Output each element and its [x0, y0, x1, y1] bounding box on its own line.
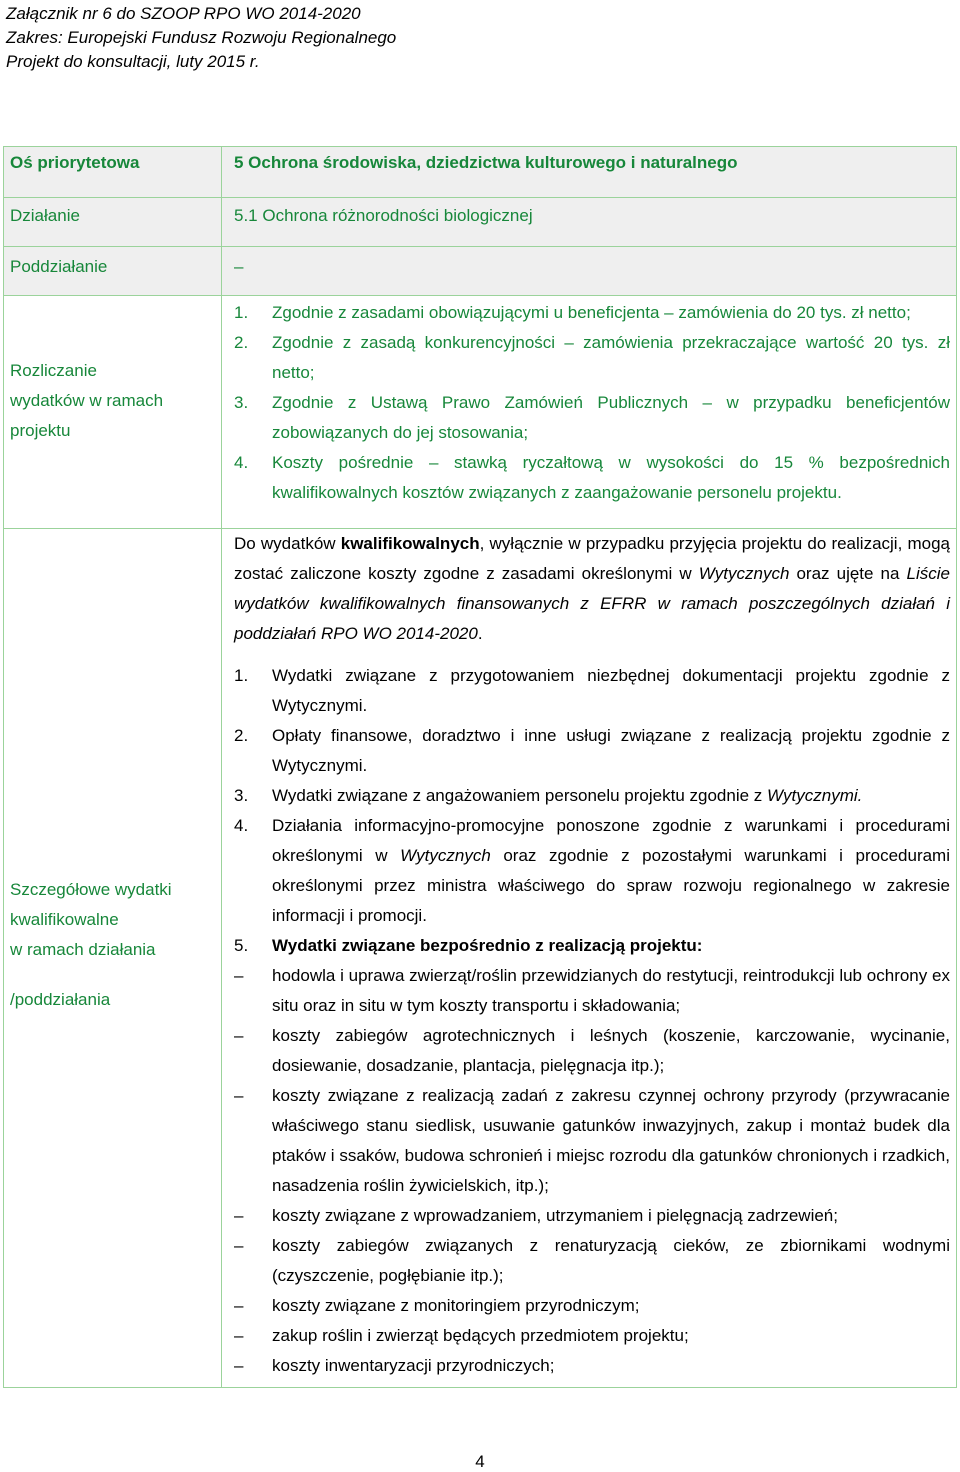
list-item: 4. Działania informacyjno-promocyjne ponoszone zgodnie z warunkami i procedurami określonymi w Wytycznych oraz zgodnie z pozostałymi warunkami i procedurami określonymi przez ministra właściwego do spraw rozwoju regionalnego w zakresie informacji i promocji.	[234, 816, 950, 925]
dash-item: – zakup roślin i zwierząt będących przedmiotem projektu;	[234, 1326, 689, 1345]
list-item: 1. Zgodnie z zasadami obowiązującymi u beneficjenta – zamówienia do 20 tys. zł netto;	[234, 303, 911, 322]
label-dzialanie: Działanie	[10, 206, 80, 225]
list-item: 2. Opłaty finansowe, doradztwo i inne usługi związane z realizacją projektu zgodnie z Wytycznymi.	[234, 726, 950, 775]
header-line-3: Projekt do konsultacji, luty 2015 r.	[6, 52, 260, 71]
value-dzialanie: 5.1 Ochrona różnorodności biologicznej	[234, 206, 533, 225]
dash-item: – koszty zabiegów agrotechnicznych i leśnych (koszenie, karczowanie, wycinanie, dosiewanie, dosadzanie, plantacja, pielęgnacja itp.);	[234, 1026, 950, 1075]
page-number: 4	[475, 1452, 485, 1471]
row-rozliczanie	[4, 296, 957, 529]
program-table	[3, 146, 957, 1388]
dash-item: – koszty związane z wprowadzaniem, utrzymaniem i pielęgnacją zadrzewień;	[234, 1206, 838, 1225]
list-item: 4. Koszty pośrednie – stawką ryczałtową w wysokości do 15 % bezpośrednich kwalifikowalnych kosztów związanych z zaangażowanie personelu projektu.	[234, 453, 950, 502]
value-os-priorytetowa: 5 Ochrona środowiska, dziedzictwa kulturowego i naturalnego	[234, 153, 738, 172]
label-rozliczanie-1: Rozliczanie	[10, 361, 97, 380]
dash-item: – koszty związane z realizacją zadań z zakresu czynnej ochrony przyrody (przywracanie właściwego stanu siedlisk, usuwanie gatunków inwazyjnych, zakup i montaż budek dla ptaków i ssaków, budowa schronień i miejsc rozrodu dla gatunków chronionych i rzadkich, nasadzenia roślin żywicielskich, itp.);	[234, 1086, 950, 1195]
dash-item: – hodowla i uprawa zwierząt/roślin przewidzianych do restytucji, reintrodukcji lub ochrony ex situ oraz in situ w tym koszty transportu i składowania;	[234, 966, 950, 1015]
label-szczegolowe-3: w ramach działania	[10, 940, 156, 959]
label-rozliczanie-2: wydatków w ramach	[10, 391, 164, 410]
list-item: 3. Zgodnie z Ustawą Prawo Zamówień Publicznych – w przypadku beneficjentów zobowiązanych do jej stosowania;	[234, 393, 950, 442]
row-dzialanie	[4, 198, 957, 247]
dash-item: – koszty inwentaryzacji przyrodniczych;	[234, 1356, 555, 1375]
intro-paragraph: Do wydatków kwalifikowalnych, wyłącznie w przypadku przyjęcia projektu do realizacji, mogą zostać zaliczone koszty zgodne z zasadami określonymi w Wytycznych oraz ujęte na Liście wydatków kwalifikowalnych finansowanych z EFRR w ramach poszczególnych działań i poddziałań RPO WO 2014-2020.	[234, 534, 950, 643]
list-item: 1. Wydatki związane z przygotowaniem niezbędnej dokumentacji projektu zgodnie z Wytycznymi.	[234, 666, 950, 715]
label-szczegolowe-1: Szczegółowe wydatki	[10, 880, 172, 899]
wydatki-list	[234, 661, 950, 961]
label-poddzialanie: Poddziałanie	[10, 257, 108, 276]
header-line-2: Zakres: Europejski Fundusz Rozwoju Regionalnego	[6, 28, 397, 47]
list-item: 2. Zgodnie z zasadą konkurencyjności – zamówienia przekraczające wartość 20 tys. zł netto;	[234, 333, 950, 382]
header-line-1: Załącznik nr 6 do SZOOP RPO WO 2014-2020	[6, 4, 361, 23]
rozliczanie-list	[234, 296, 950, 508]
document-header	[6, 2, 396, 74]
list-item: 5. Wydatki związane bezpośrednio z realizacją projektu:	[234, 936, 703, 955]
dash-item: – koszty zabiegów związanych z renaturyzacją cieków, ze zbiornikami wodnymi (czyszczenie, pogłębianie itp.);	[234, 1236, 950, 1285]
value-poddzialanie: –	[234, 257, 244, 276]
row-szczegolowe-wydatki	[4, 529, 957, 1388]
label-szczegolowe-4: /poddziałania	[10, 990, 111, 1009]
label-rozliczanie-3: projektu	[10, 421, 71, 440]
list-item: 3. Wydatki związane z angażowaniem personelu projektu zgodnie z Wytycznymi.	[234, 786, 863, 805]
dash-item: – koszty związane z monitoringiem przyrodniczym;	[234, 1296, 640, 1315]
row-poddzialanie	[4, 247, 957, 296]
koszty-dash-list	[234, 961, 950, 1387]
row-os-priorytetowa	[4, 147, 957, 198]
label-szczegolowe-2: kwalifikowalne	[10, 910, 119, 929]
label-os-priorytetowa: Oś priorytetowa	[10, 153, 140, 172]
